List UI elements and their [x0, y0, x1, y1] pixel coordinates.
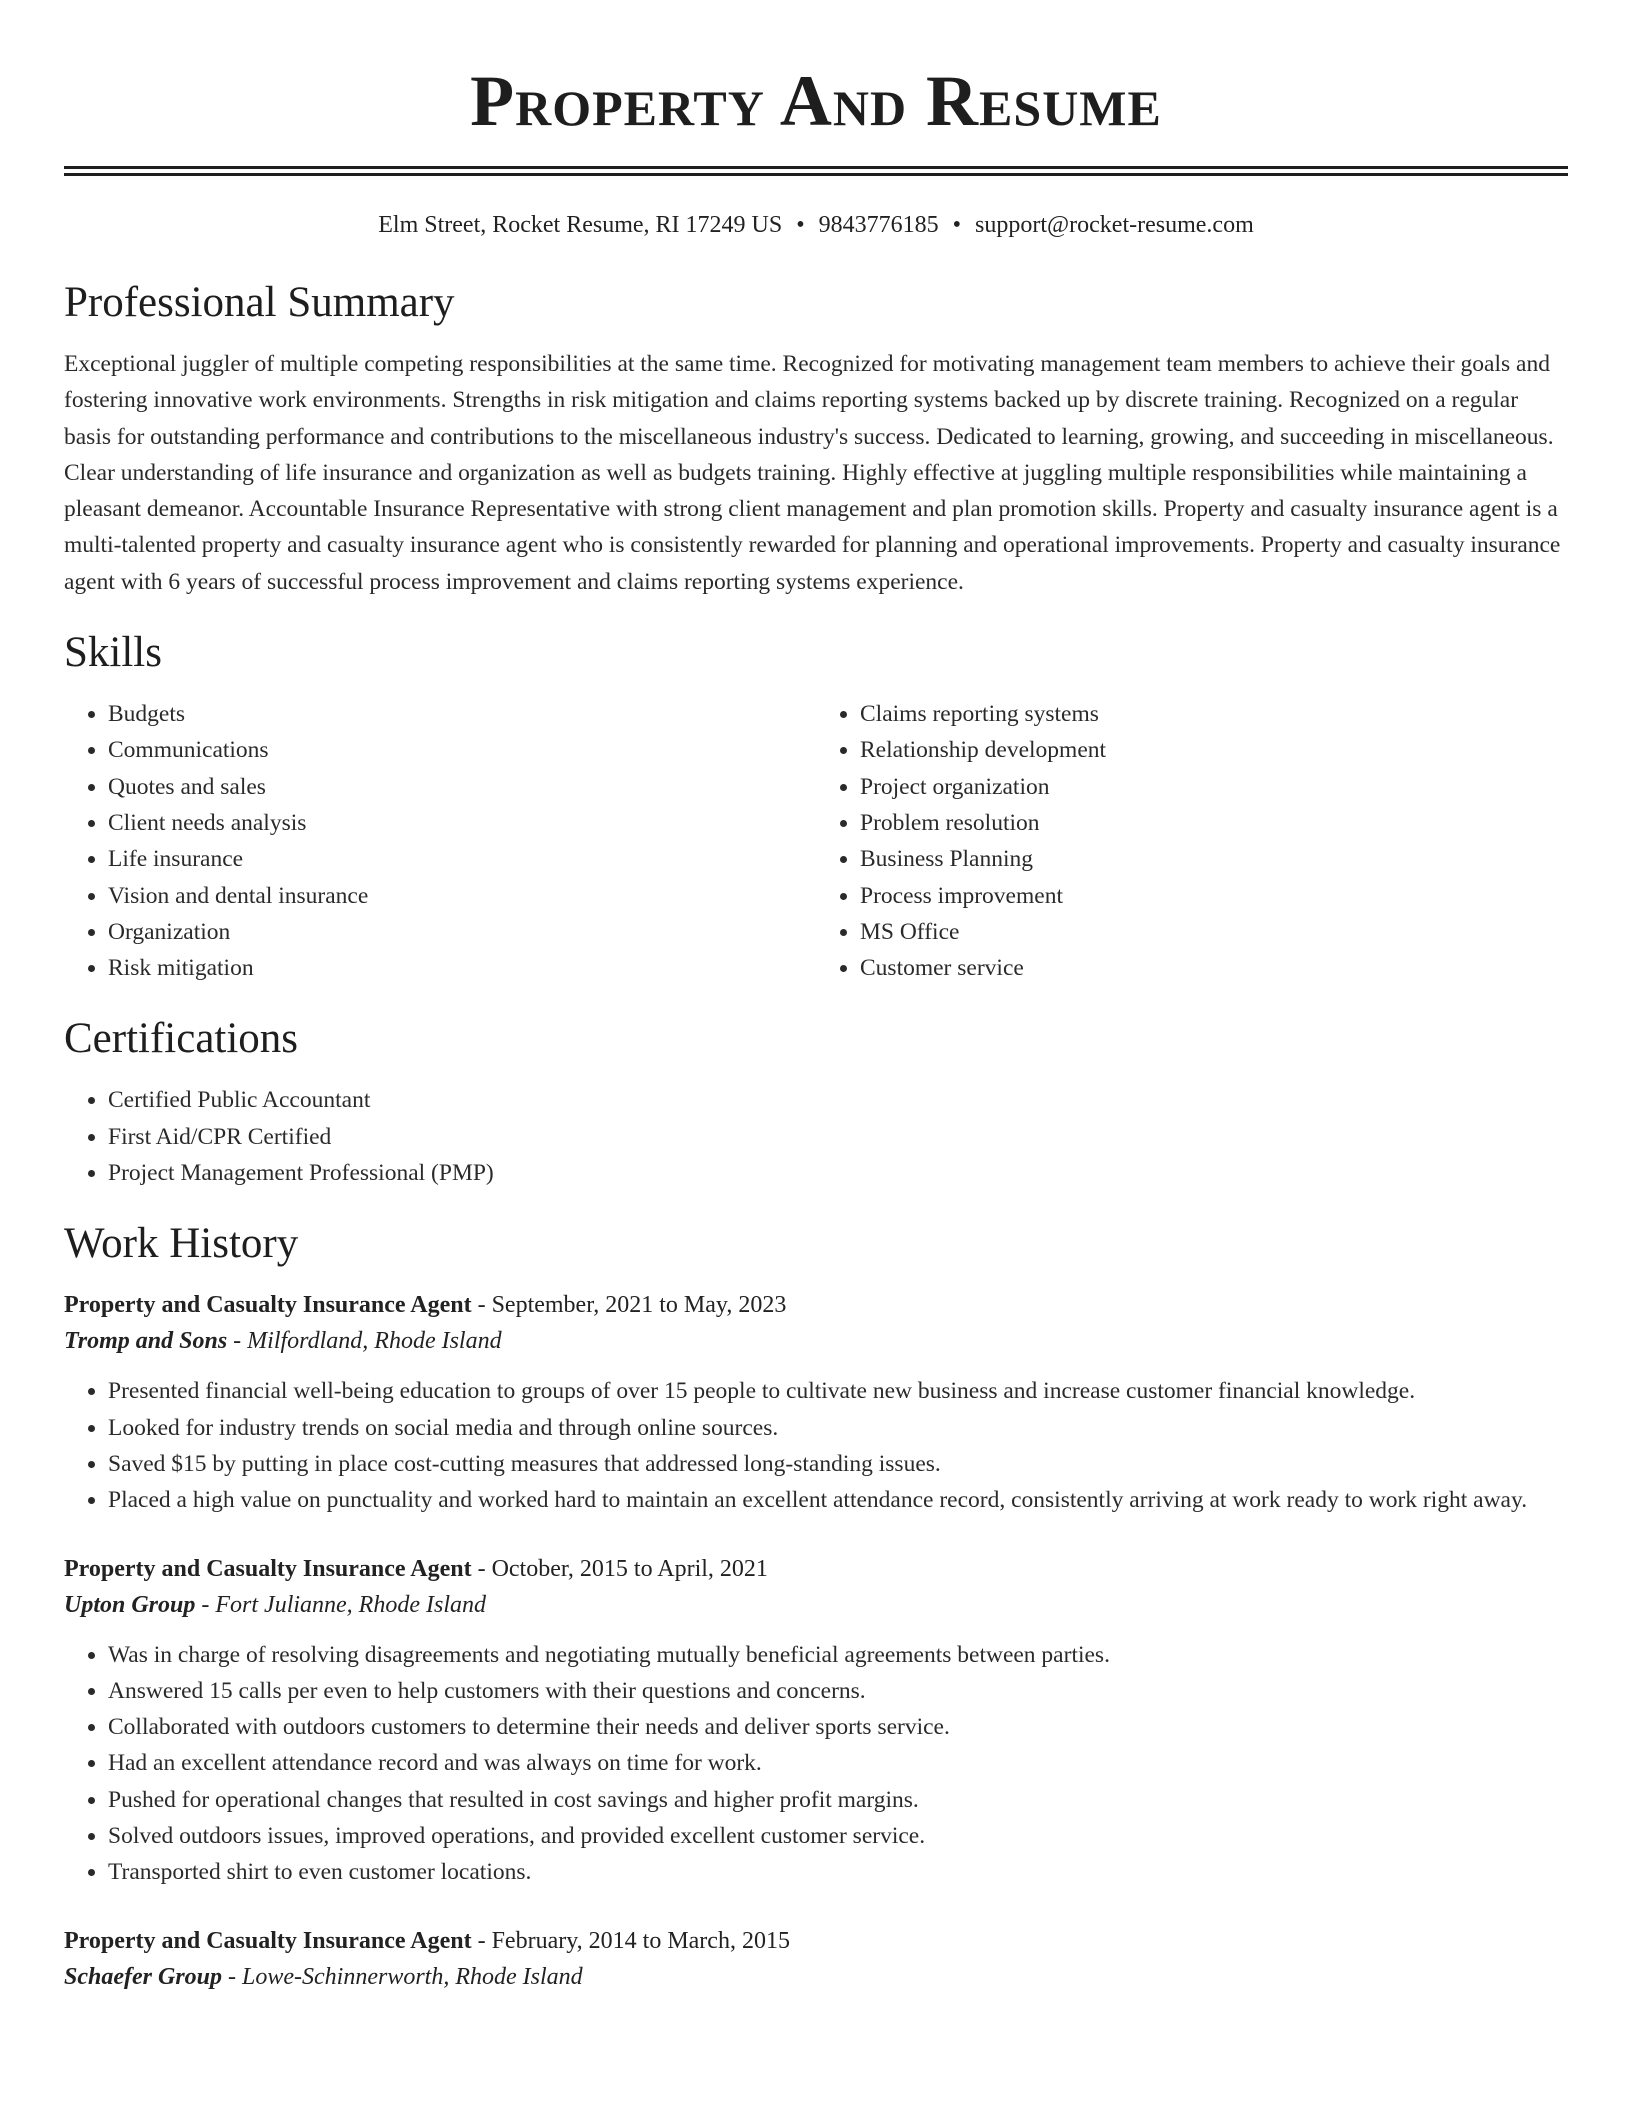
resume-name: Property And Resume [470, 61, 1162, 141]
skill-item: • Quotes and sales [108, 769, 816, 805]
summary-text: Exceptional juggler of multiple competing responsibilities at the same time. Recognized for motivating management team members to achieve their goals and fostering innovative work environments. Strengths in risk mitigation and claims reporting systems backed up by discrete training. Recognized on a regular basis for outstanding performance and contributions to the miscellaneous industry's success. Dedicated to learning, growing, and succeeding in miscellaneous. Clear understanding of life insurance and organization as well as budgets training. Highly effective at juggling multiple responsibilities while maintaining a pleasant demeanor. Accountable Insurance Representative with strong client management and plan promotion skills. Property and casualty insurance agent is a multi-talented property and casualty insurance agent who is consistently rewarded for planning and operational improvements. Property and casualty insurance agent with 6 years of successful process improvement and claims reporting systems experience. [64, 351, 1561, 595]
certification-item: • Certified Public Accountant [108, 1082, 1568, 1118]
skills-columns [64, 696, 1568, 986]
job-bullet: • Presented financial well-being education to groups of over 15 people to cultivate new business and increase customer financial knowledge. [108, 1373, 1568, 1409]
job-bullet: • Collaborated with outdoors customers to determine their needs and deliver sports service. [108, 1709, 1568, 1745]
job-bullet: • Placed a high value on punctuality and worked hard to maintain an excellent attendance record, consistently arriving at work ready to work right away. [108, 1482, 1568, 1518]
job-dates: - February, 2014 to March, 2015 [471, 1927, 790, 1954]
job-company-line [64, 1959, 1568, 1995]
skill-item: • Business Planning [860, 841, 1568, 877]
skill-item: • Process improvement [860, 878, 1568, 914]
job-location: - Fort Julianne, Rhode Island [195, 1591, 486, 1618]
job-title-line [64, 1923, 1568, 1959]
contact-line [64, 210, 1568, 240]
job-company-line [64, 1323, 1568, 1359]
skill-item: • Relationship development [860, 732, 1568, 768]
job-title: Property and Casualty Insurance Agent [64, 1555, 472, 1582]
contact-separator: • [952, 212, 962, 238]
skill-item: • Vision and dental insurance [108, 878, 816, 914]
job-bullets [64, 1373, 1568, 1518]
job-entry [64, 1923, 1568, 1995]
skills-list-right [816, 696, 1568, 986]
job-bullet: • Was in charge of resolving disagreements and negotiating mutually beneficial agreements between parties. [108, 1637, 1568, 1673]
skill-item: • Life insurance [108, 841, 816, 877]
job-location: - Milfordland, Rhode Island [227, 1328, 502, 1355]
skill-item: • Claims reporting systems [860, 696, 1568, 732]
job-bullet: • Answered 15 calls per even to help customers with their questions and concerns. [108, 1673, 1568, 1709]
job-company: Schaefer Group [64, 1963, 223, 1990]
contact-email: support@rocket-resume.com [975, 212, 1254, 238]
summary-heading: Professional Summary [64, 279, 455, 326]
job-bullet: • Saved $15 by putting in place cost-cutting measures that addressed long-standing issues. [108, 1446, 1568, 1482]
skills-heading: Skills [64, 629, 162, 677]
job-title: Property and Casualty Insurance Agent [64, 1927, 472, 1954]
skill-item: • Risk mitigation [108, 950, 816, 986]
job-company: Upton Group [64, 1591, 196, 1618]
certifications-list [64, 1082, 1568, 1191]
job-bullet: • Solved outdoors issues, improved operations, and provided excellent customer service. [108, 1818, 1568, 1854]
job-title-line [64, 1551, 1568, 1587]
skills-list-left [64, 696, 816, 986]
skill-item: • Customer service [860, 950, 1568, 986]
skill-item: • MS Office [860, 914, 1568, 950]
skill-item: • Project organization [860, 769, 1568, 805]
skill-item: • Problem resolution [860, 805, 1568, 841]
job-bullets [64, 1637, 1568, 1891]
job-bullet: • Had an excellent attendance record and was always on time for work. [108, 1745, 1568, 1781]
certification-item: • Project Management Professional (PMP) [108, 1155, 1568, 1191]
skill-item: • Client needs analysis [108, 805, 816, 841]
job-dates: - September, 2021 to May, 2023 [471, 1292, 787, 1319]
resume-page [64, 0, 1568, 1995]
job-company: Tromp and Sons [64, 1328, 228, 1355]
contact-phone: 9843776185 [818, 212, 939, 238]
job-entry [64, 1551, 1568, 1891]
job-dates: - October, 2015 to April, 2021 [471, 1555, 768, 1582]
job-company-line [64, 1587, 1568, 1623]
contact-address: Elm Street, Rocket Resume, RI 17249 US [378, 212, 783, 238]
certification-item: • First Aid/CPR Certified [108, 1119, 1568, 1155]
skill-item: • Budgets [108, 696, 816, 732]
job-title-line [64, 1287, 1568, 1323]
job-title: Property and Casualty Insurance Agent [64, 1292, 472, 1319]
job-bullet: • Looked for industry trends on social media and through online sources. [108, 1410, 1568, 1446]
work-history-heading: Work History [64, 1220, 299, 1268]
contact-separator: • [796, 212, 805, 238]
certifications-heading: Certifications [64, 1015, 299, 1063]
header-divider [64, 166, 1568, 176]
job-entry [64, 1287, 1568, 1518]
job-bullet: • Pushed for operational changes that resulted in cost savings and higher profit margins. [108, 1782, 1568, 1818]
skill-item: • Organization [108, 914, 816, 950]
skill-item: • Communications [108, 732, 816, 768]
job-bullet: • Transported shirt to even customer locations. [108, 1854, 1568, 1890]
job-location: - Lowe-Schinnerworth, Rhode Island [222, 1963, 583, 1990]
